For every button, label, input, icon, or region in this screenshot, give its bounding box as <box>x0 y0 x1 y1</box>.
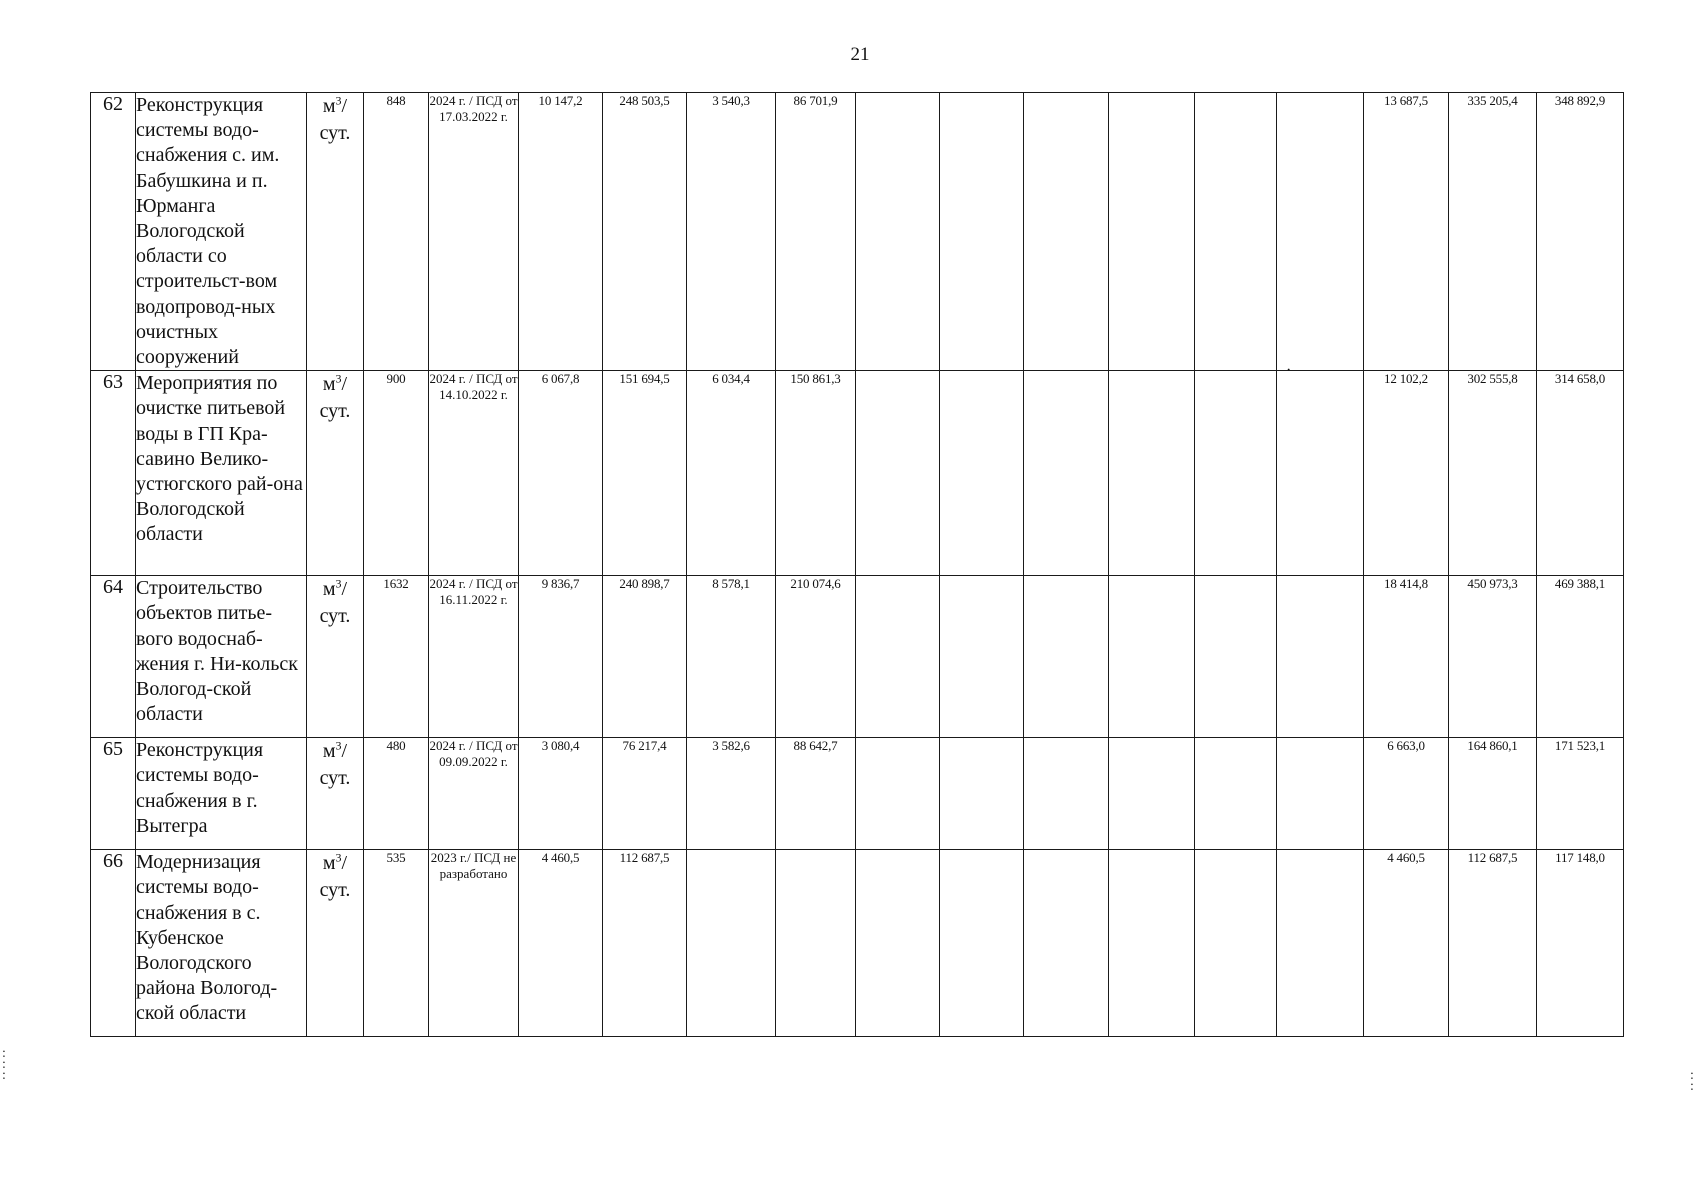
value-c2: 240 898,7 <box>603 576 687 738</box>
value-c10 <box>1277 738 1364 850</box>
scan-speck: · <box>1286 362 1292 379</box>
unit-per-day: / сут. <box>319 740 351 790</box>
value-c9 <box>1195 576 1277 738</box>
value-c7 <box>1024 93 1109 371</box>
unit-per-day: / сут. <box>319 578 351 628</box>
row-number: 63 <box>91 371 136 576</box>
unit-exponent: 3 <box>335 738 342 753</box>
value-c1: 6 067,8 <box>519 371 603 576</box>
unit-per-day: / сут. <box>319 852 351 902</box>
value-c5 <box>856 576 940 738</box>
unit-base: м <box>322 95 336 117</box>
investment-table <box>90 92 1624 1037</box>
object-name: Реконструкция системы водо-снабжения в г. Вытегра <box>136 738 307 850</box>
value-c10 <box>1277 371 1364 576</box>
unit-per-day: / сут. <box>319 95 351 144</box>
unit-exponent: 3 <box>335 93 342 108</box>
value-c4: 86 701,9 <box>776 93 856 371</box>
value-c4: 150 861,3 <box>776 371 856 576</box>
table-row <box>91 576 1624 738</box>
deadline-and-psd: 2024 г. / ПСД от 17.03.2022 г. <box>429 93 519 371</box>
total-t1: 12 102,2 <box>1364 371 1449 576</box>
row-number: 66 <box>91 850 136 1037</box>
value-c8 <box>1109 738 1195 850</box>
value-c4: 88 642,7 <box>776 738 856 850</box>
deadline-and-psd: 2024 г. / ПСД от 16.11.2022 г. <box>429 576 519 738</box>
value-c7 <box>1024 576 1109 738</box>
value-c3: 3 582,6 <box>687 738 776 850</box>
total-t1: 6 663,0 <box>1364 738 1449 850</box>
value-c6 <box>940 371 1024 576</box>
value-c7 <box>1024 738 1109 850</box>
total-t3: 469 388,1 <box>1537 576 1624 738</box>
unit-base: м <box>322 373 336 396</box>
total-t2: 164 860,1 <box>1449 738 1537 850</box>
capacity: 535 <box>364 850 429 1037</box>
total-t3: 117 148,0 <box>1537 850 1624 1037</box>
left-margin-marks: : : : <box>2 1046 6 1083</box>
value-c8 <box>1109 576 1195 738</box>
value-c9 <box>1195 738 1277 850</box>
row-number: 64 <box>91 576 136 738</box>
unit-base: м <box>322 740 336 763</box>
value-c9 <box>1195 371 1277 576</box>
row-number: 65 <box>91 738 136 850</box>
total-t1: 13 687,5 <box>1364 93 1449 371</box>
value-c5 <box>856 371 940 576</box>
value-c2: 248 503,5 <box>603 93 687 371</box>
value-c1: 9 836,7 <box>519 576 603 738</box>
value-c3 <box>687 850 776 1037</box>
unit-exponent: 3 <box>335 576 342 591</box>
object-name: Строительство объектов питье-вого водоснаб-жения г. Ни-кольск Вологод-ской области <box>136 576 307 738</box>
value-c3: 6 034,4 <box>687 371 776 576</box>
table-row <box>91 371 1624 576</box>
row-number: 62 <box>91 93 136 371</box>
unit-base: м <box>322 852 336 875</box>
total-t1: 18 414,8 <box>1364 576 1449 738</box>
table-row <box>91 738 1624 850</box>
total-t2: 450 973,3 <box>1449 576 1537 738</box>
value-c10 <box>1277 93 1364 371</box>
table-row <box>91 850 1624 1037</box>
value-c10 <box>1277 576 1364 738</box>
value-c6 <box>940 93 1024 371</box>
value-c3: 3 540,3 <box>687 93 776 371</box>
unit-of-measure <box>307 93 364 371</box>
unit-of-measure <box>307 576 364 738</box>
total-t3: 348 892,9 <box>1537 93 1624 371</box>
unit-base: м <box>322 578 336 601</box>
total-t1: 4 460,5 <box>1364 850 1449 1037</box>
value-c3: 8 578,1 <box>687 576 776 738</box>
value-c1: 10 147,2 <box>519 93 603 371</box>
value-c9 <box>1195 850 1277 1037</box>
capacity: 848 <box>364 93 429 371</box>
value-c4 <box>776 850 856 1037</box>
object-name: Модернизация системы водо-снабжения в с. Кубенское Вологодского района Вологод-ской области <box>136 850 307 1037</box>
value-c8 <box>1109 850 1195 1037</box>
value-c4: 210 074,6 <box>776 576 856 738</box>
capacity: 480 <box>364 738 429 850</box>
total-t2: 335 205,4 <box>1449 93 1537 371</box>
right-margin-marks: : : <box>1690 1068 1694 1094</box>
table-row <box>91 93 1624 371</box>
value-c9 <box>1195 93 1277 371</box>
value-c7 <box>1024 371 1109 576</box>
capacity: 900 <box>364 371 429 576</box>
value-c2: 76 217,4 <box>603 738 687 850</box>
unit-of-measure <box>307 371 364 576</box>
unit-of-measure <box>307 738 364 850</box>
value-c5 <box>856 850 940 1037</box>
value-c5 <box>856 738 940 850</box>
value-c1: 4 460,5 <box>519 850 603 1037</box>
value-c7 <box>1024 850 1109 1037</box>
unit-of-measure <box>307 850 364 1037</box>
unit-exponent: 3 <box>335 371 342 386</box>
deadline-and-psd: 2023 г./ ПСД не разработано <box>429 850 519 1037</box>
value-c1: 3 080,4 <box>519 738 603 850</box>
value-c6 <box>940 576 1024 738</box>
deadline-and-psd: 2024 г. / ПСД от 14.10.2022 г. <box>429 371 519 576</box>
unit-per-day: / сут. <box>319 373 351 423</box>
value-c6 <box>940 850 1024 1037</box>
value-c2: 112 687,5 <box>603 850 687 1037</box>
total-t3: 171 523,1 <box>1537 738 1624 850</box>
unit-exponent: 3 <box>335 850 342 865</box>
total-t2: 112 687,5 <box>1449 850 1537 1037</box>
value-c8 <box>1109 93 1195 371</box>
total-t3: 314 658,0 <box>1537 371 1624 576</box>
value-c6 <box>940 738 1024 850</box>
total-t2: 302 555,8 <box>1449 371 1537 576</box>
capacity: 1632 <box>364 576 429 738</box>
value-c8 <box>1109 371 1195 576</box>
value-c10 <box>1277 850 1364 1037</box>
page-number: 21 <box>850 44 870 65</box>
object-name: Реконструкция системы водо-снабжения с. им. Бабушкина и п. Юрманга Вологодской области со строительст-вом водопровод-ных очистных сооружений <box>136 93 307 371</box>
value-c5 <box>856 93 940 371</box>
deadline-and-psd: 2024 г. / ПСД от 09.09.2022 г. <box>429 738 519 850</box>
object-name: Мероприятия по очистке питьевой воды в ГП Кра-савино Велико-устюгского рай-она Вологодской области <box>136 371 307 576</box>
value-c2: 151 694,5 <box>603 371 687 576</box>
